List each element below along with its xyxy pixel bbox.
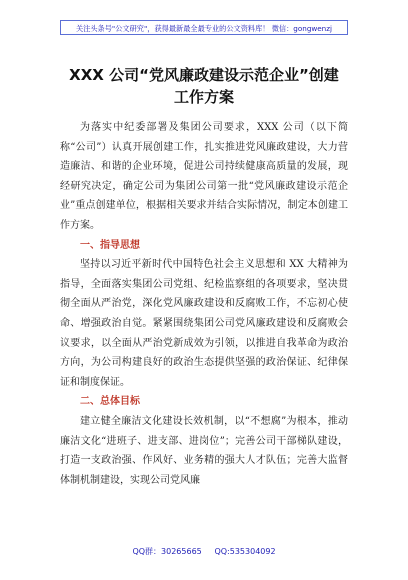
title-line-1: XXX 公司“党风廉政建设示范企业”创建 [69, 66, 339, 84]
section-heading-guiding-ideology: 一、指导思想 [80, 239, 140, 251]
intro-paragraph: 为落实中纪委部署及集团公司要求，XXX 公司（以下简称“公司”）认真开展创建工作，扎实推进党风廉政建设，大力营造廉洁、和谐的企业环境，促进公司持续健康高质量的发展，现经研究决定，确定公司为集团公司第一批“党风廉政建设示范企业”重点创建单位，根据相关要求并结合实际情况，制定本创建工作方案。 [60, 122, 348, 231]
document-title [30, 64, 378, 108]
promo-banner: 关注头条号"公文研究"，获得最新最全最专业的公文资料库！ 微信：gongwenzj [60, 20, 348, 35]
overall-goals-paragraph: 建立健全廉洁文化建设长效机制，以“不想腐”为根本，推动廉洁文化“进班子、进支部、进岗位”；完善公司干部梯队建设，打造一支政治强、作风好、业务精的强大人才队伍；完善大监督体制机制建设，实现公司党风廉 [60, 415, 348, 486]
guiding-ideology-paragraph: 坚持以习近平新时代中国特色社会主义思想和 XX 大精神为指导，全面落实集团公司党组、纪检监察组的各项要求，坚决贯彻全面从严治党，深化党风廉政建设和反腐败工作，不忘初心使命、增强政治自觉。紧紧围绕集团公司党风廉政建设和反腐败会议要求，以全面从严治党新成效为引领，以推进自我革命为政治方向，为公司构建良好的政治生态提供坚强的政治保证、纪律保证和制度保证。 [60, 259, 348, 388]
contact-footer: QQ群：30265665 QQ:535304092 [132, 547, 276, 556]
section-heading-overall-goals: 二、总体目标 [80, 396, 140, 408]
document-body [60, 118, 348, 490]
title-line-2: 工作方案 [173, 88, 234, 106]
